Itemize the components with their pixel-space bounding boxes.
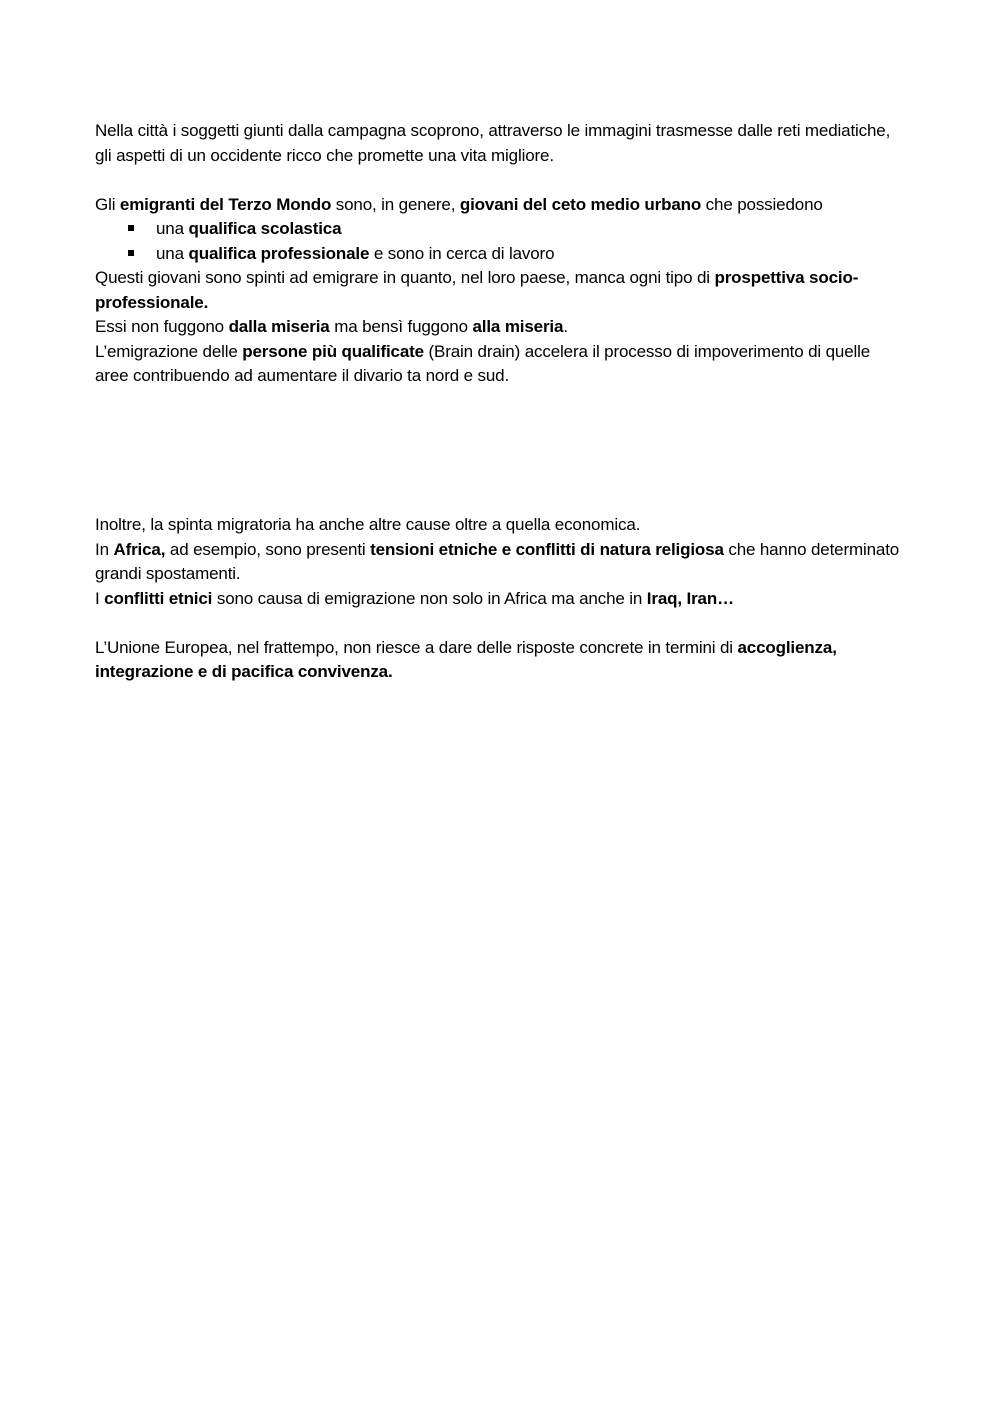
paragraph-gap bbox=[95, 168, 905, 193]
square-bullet-icon bbox=[128, 250, 134, 256]
paragraph-brain-drain: L’emigrazione delle persone più qualificate (Brain drain) accelera il processo di impoverimento di quelle aree contribuendo ad aumentare il divario ta nord e sud. bbox=[95, 341, 871, 385]
paragraph-emigrants-profile: Gli emigranti del Terzo Mondo sono, in genere, giovani del ceto medio urbano che possiedono bbox=[95, 194, 823, 214]
section-emigration-causes bbox=[95, 119, 905, 389]
square-bullet-icon bbox=[128, 225, 134, 231]
paragraph-gap bbox=[95, 611, 905, 636]
paragraph-other-causes: Inoltre, la spinta migratoria ha anche altre cause oltre a quella economica. bbox=[95, 515, 641, 534]
paragraph-ethnic-conflicts: I conflitti etnici sono causa di emigrazione non solo in Africa ma anche in Iraq, Iran… bbox=[95, 588, 734, 608]
paragraph-prospects: Questi giovani sono spinti ad emigrare in quanto, nel loro paese, manca ogni tipo di prospettiva socio-professionale. bbox=[95, 268, 859, 312]
paragraph-misery: Essi non fuggono dalla miseria ma bensì fuggono alla miseria. bbox=[95, 317, 568, 336]
section-other-causes bbox=[95, 513, 905, 685]
paragraph-european-union: L’Unione Europea, nel frattempo, non riesce a dare delle risposte concrete in termini di accoglienza, integrazione e di pacifica convivenza. bbox=[95, 637, 837, 681]
qualifications-list bbox=[95, 217, 905, 266]
paragraph-africa: In Africa, ad esempio, sono presenti tensioni etniche e conflitti di natura religiosa che hanno determinato grandi spostamenti. bbox=[95, 539, 900, 583]
list-item: una qualifica professionale e sono in cerca di lavoro bbox=[95, 242, 905, 267]
paragraph-city-media: Nella città i soggetti giunti dalla campagna scoprono, attraverso le immagini trasmesse dalle reti mediatiche, gli aspetti di un occidente ricco che promette una vita migliore. bbox=[95, 121, 891, 165]
list-item: una qualifica scolastica bbox=[95, 217, 905, 242]
